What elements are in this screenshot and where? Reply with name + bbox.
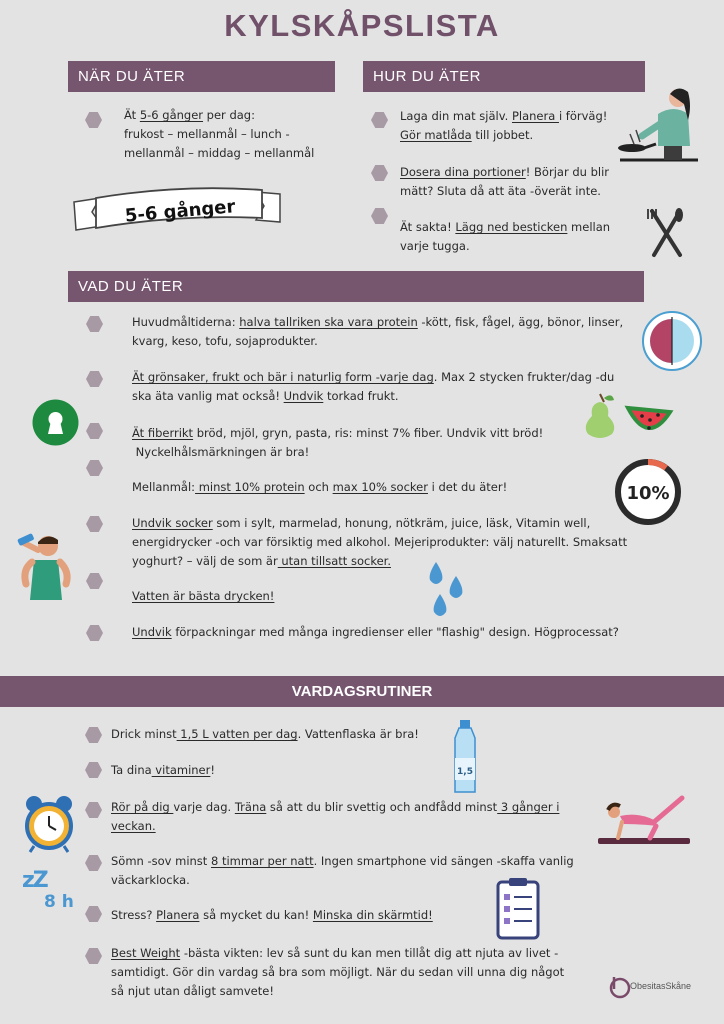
how-cook-text: Laga din mat själv. Planera i förväg! Gör matlåda till jobbet. bbox=[400, 109, 608, 142]
routine-exercise-text: Rör på dig varje dag. Träna så att du blir svettig och andfådd minst 3 gånger i veckan. bbox=[111, 800, 560, 833]
bullet-hexagon bbox=[86, 423, 103, 439]
person-cooking-icon bbox=[614, 84, 700, 164]
bullet-hexagon bbox=[85, 112, 102, 128]
bullet-hexagon bbox=[371, 165, 388, 181]
exercise-person-icon bbox=[598, 790, 690, 846]
logo-text: ObesitasSkåne bbox=[630, 981, 692, 991]
alarm-clock-icon bbox=[20, 792, 78, 854]
person-drinking-icon bbox=[14, 528, 78, 602]
bullet-hexagon bbox=[86, 516, 103, 532]
ribbon-text: 5-6 gånger bbox=[124, 196, 237, 227]
section-header-how: HUR DU ÄTER bbox=[363, 61, 645, 92]
half-plate-icon bbox=[641, 310, 703, 372]
bullet-hexagon bbox=[85, 948, 102, 964]
sleep-icon bbox=[22, 868, 82, 916]
section-header-when: NÄR DU ÄTER bbox=[68, 61, 335, 92]
sleep-hours-text: 8 h bbox=[44, 892, 74, 912]
routine-best-weight-text: Best Weight -bästa vikten: lev så sunt du kan men tillåt dig att njuta av livet - samtidigt. Gör din vardag så bra som möjligt. När du sedan vill unna dig något så njut utan dåligt samvete! bbox=[111, 946, 565, 998]
bullet-hexagon bbox=[371, 112, 388, 128]
bullet-hexagon bbox=[85, 802, 102, 818]
logo bbox=[608, 975, 718, 1001]
ten-percent-badge bbox=[614, 458, 682, 526]
ribbon-banner bbox=[70, 180, 284, 242]
section-header-what: VAD DU ÄTER bbox=[68, 271, 644, 302]
routine-sleep-text: Sömn -sov minst 8 timmar per natt. Ingen smartphone vid sängen -skaffa vanlig väckarklocka. bbox=[111, 854, 574, 887]
what-fiber-text: Ät fiberrikt bröd, mjöl, gryn, pasta, ris: minst 7% fiber. Undvik vitt bröd! Nyckelhålsmärkningen är bra! bbox=[132, 426, 544, 459]
what-vegetables-text: Ät grönsaker, frukt och bär i naturlig form -varje dag. Max 2 stycken frukter/dag -du ska äta vanlig mat också! Undvik torkad frukt. bbox=[132, 370, 615, 403]
bullet-hexagon bbox=[85, 762, 102, 778]
section-header-routines: VARDAGSRUTINER bbox=[0, 676, 724, 707]
keyhole-label-icon bbox=[32, 399, 79, 446]
what-main-meals-text: Huvudmåltiderna: halva tallriken ska vara protein -kött, fisk, fågel, ägg, bönor, linser, kvarg, keso, tofu, sojaprodukter. bbox=[132, 315, 624, 348]
fork-knife-icon bbox=[646, 207, 686, 259]
what-snack-text: Mellanmål: minst 10% protein och max 10% socker i det du äter! bbox=[132, 480, 508, 494]
bullet-hexagon bbox=[85, 906, 102, 922]
bullet-hexagon bbox=[86, 625, 103, 641]
what-processed-text: Undvik förpackningar med många ingredienser eller "flashig" design. Högprocessat? bbox=[132, 625, 619, 639]
page-title: KYLSKÅPSLISTA bbox=[224, 8, 500, 43]
badge-text: 10% bbox=[626, 483, 670, 504]
what-water-text: Vatten är bästa drycken! bbox=[132, 589, 275, 603]
bullet-hexagon bbox=[86, 460, 103, 476]
when-meals-text: Ät 5-6 gånger per dag: frukost – mellanmål – lunch - mellanmål – middag – mellanmål bbox=[124, 108, 315, 160]
water-drops-icon bbox=[426, 560, 470, 620]
bullet-hexagon bbox=[86, 573, 103, 589]
pear-icon bbox=[580, 390, 620, 440]
bullet-hexagon bbox=[86, 316, 103, 332]
bullet-hexagon bbox=[371, 208, 388, 224]
routine-vitamin-text: Ta dina vitaminer! bbox=[111, 763, 215, 777]
routine-stress-text: Stress? Planera så mycket du kan! Minska din skärmtid! bbox=[111, 908, 433, 922]
bullet-hexagon bbox=[85, 855, 102, 871]
water-bottle-icon bbox=[451, 718, 479, 796]
bullet-hexagon bbox=[85, 727, 102, 743]
logo-icon bbox=[608, 975, 632, 999]
checklist-icon bbox=[496, 876, 540, 940]
how-slow-text: Ät sakta! Lägg ned besticken mellan varje tugga. bbox=[400, 220, 611, 253]
watermelon-icon bbox=[624, 402, 672, 442]
bottle-label: 1,5 bbox=[457, 767, 473, 777]
routine-water-text: Drick minst 1,5 L vatten per dag. Vattenflaska är bra! bbox=[111, 727, 419, 741]
bullet-hexagon bbox=[86, 371, 103, 387]
what-sugar-text: Undvik socker som i sylt, marmelad, honung, nötkräm, juice, läsk, Vitamin well, energidrycker -och var försiktig med alkohol. Mejeriprodukter: välj naturellt. Smaksatt yoghurt? – välj de som är utan tillsatt socker. bbox=[132, 516, 628, 568]
sleep-zz-text: zZ bbox=[22, 868, 47, 893]
how-portion-text: Dosera dina portioner! Börjar du blir mätt? Sluta då att äta -överät inte. bbox=[400, 165, 609, 198]
